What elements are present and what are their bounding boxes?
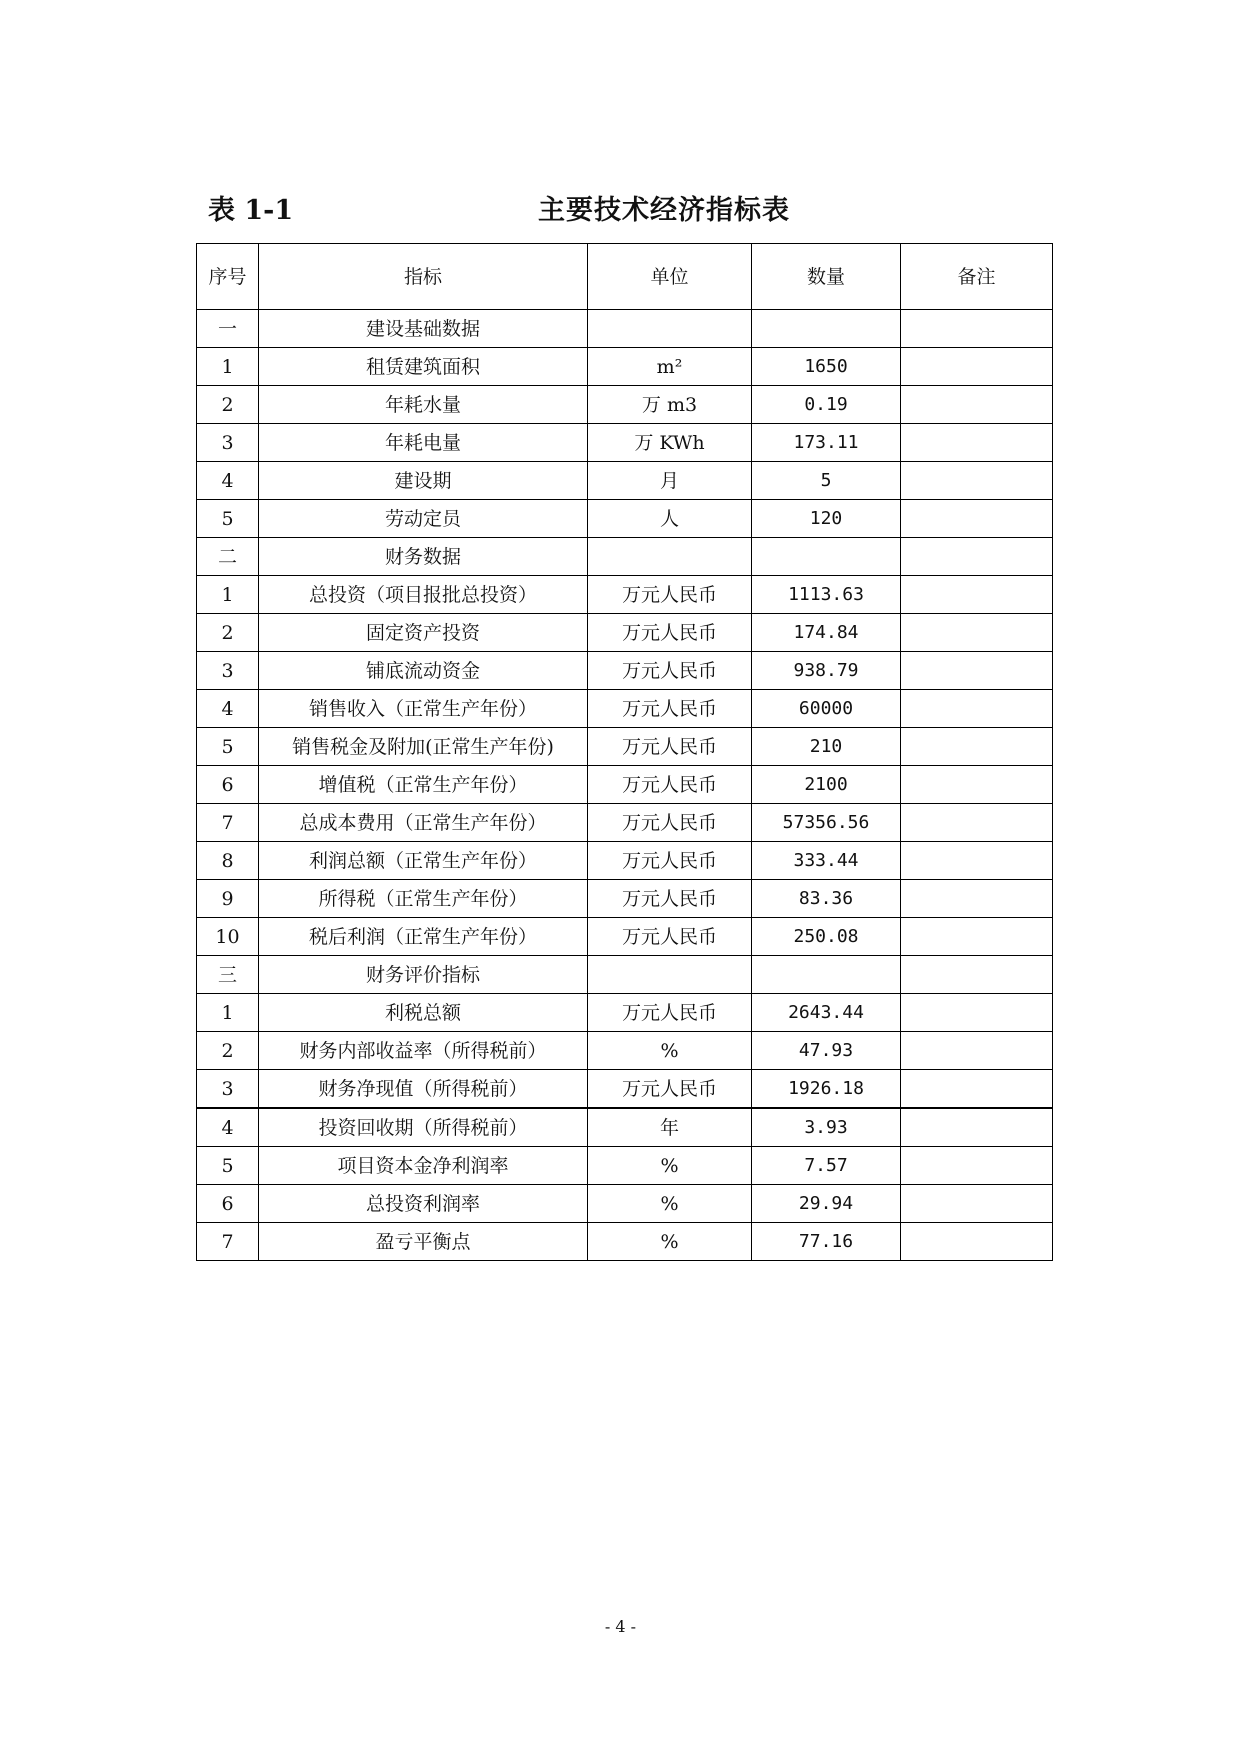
cell-remark xyxy=(901,424,1053,462)
cell-quantity: 120 xyxy=(752,500,901,538)
cell-unit xyxy=(588,310,752,348)
cell-quantity: 333.44 xyxy=(752,842,901,880)
table-row xyxy=(197,424,1053,462)
cell-quantity: 29.94 xyxy=(752,1185,901,1223)
cell-remark xyxy=(901,386,1053,424)
cell-remark xyxy=(901,652,1053,690)
table-caption-label: 表 1-1 xyxy=(208,195,294,226)
cell-indicator: 建设基础数据 xyxy=(259,310,588,348)
cell-quantity: 250.08 xyxy=(752,918,901,956)
cell-unit: 万元人民币 xyxy=(588,1070,752,1109)
table-row xyxy=(197,766,1053,804)
cell-remark xyxy=(901,1147,1053,1185)
cell-seq: 2 xyxy=(197,386,259,424)
table-body xyxy=(197,310,1053,1261)
cell-quantity: 938.79 xyxy=(752,652,901,690)
cell-remark xyxy=(901,348,1053,386)
cell-remark xyxy=(901,1108,1053,1147)
cell-indicator: 财务数据 xyxy=(259,538,588,576)
cell-seq: 6 xyxy=(197,1185,259,1223)
table-row xyxy=(197,918,1053,956)
cell-unit: % xyxy=(588,1032,752,1070)
cell-unit: m² xyxy=(588,348,752,386)
cell-remark xyxy=(901,310,1053,348)
cell-quantity: 7.57 xyxy=(752,1147,901,1185)
table-row xyxy=(197,652,1053,690)
table-row xyxy=(197,348,1053,386)
cell-indicator: 年耗电量 xyxy=(259,424,588,462)
cell-indicator: 销售税金及附加(正常生产年份) xyxy=(259,728,588,766)
cell-remark xyxy=(901,462,1053,500)
cell-remark xyxy=(901,766,1053,804)
cell-remark xyxy=(901,956,1053,994)
table-row xyxy=(197,576,1053,614)
table-row xyxy=(197,956,1053,994)
cell-seq: 二 xyxy=(197,538,259,576)
cell-remark xyxy=(901,918,1053,956)
cell-quantity: 174.84 xyxy=(752,614,901,652)
cell-unit: 人 xyxy=(588,500,752,538)
cell-indicator: 投资回收期（所得税前） xyxy=(259,1108,588,1147)
cell-indicator: 铺底流动资金 xyxy=(259,652,588,690)
cell-remark xyxy=(901,1185,1053,1223)
cell-unit: 万元人民币 xyxy=(588,994,752,1032)
cell-unit: 万 m3 xyxy=(588,386,752,424)
cell-unit: % xyxy=(588,1185,752,1223)
cell-indicator: 建设期 xyxy=(259,462,588,500)
cell-unit: 万元人民币 xyxy=(588,614,752,652)
cell-seq: 7 xyxy=(197,1223,259,1261)
cell-indicator: 固定资产投资 xyxy=(259,614,588,652)
cell-quantity: 5 xyxy=(752,462,901,500)
table-row xyxy=(197,1070,1053,1109)
table-row xyxy=(197,690,1053,728)
cell-seq: 1 xyxy=(197,348,259,386)
cell-unit: 年 xyxy=(588,1108,752,1147)
cell-quantity xyxy=(752,310,901,348)
table-row xyxy=(197,1223,1053,1261)
cell-quantity: 77.16 xyxy=(752,1223,901,1261)
table-header-row xyxy=(197,244,1053,310)
cell-remark xyxy=(901,690,1053,728)
cell-indicator: 税后利润（正常生产年份） xyxy=(259,918,588,956)
cell-remark xyxy=(901,728,1053,766)
cell-unit xyxy=(588,538,752,576)
cell-unit: 万元人民币 xyxy=(588,842,752,880)
cell-indicator: 项目资本金净利润率 xyxy=(259,1147,588,1185)
cell-unit: 万元人民币 xyxy=(588,880,752,918)
cell-seq: 6 xyxy=(197,766,259,804)
cell-remark xyxy=(901,994,1053,1032)
cell-seq: 一 xyxy=(197,310,259,348)
table-row xyxy=(197,1032,1053,1070)
cell-quantity: 0.19 xyxy=(752,386,901,424)
cell-indicator: 总投资利润率 xyxy=(259,1185,588,1223)
cell-indicator: 总投资（项目报批总投资） xyxy=(259,576,588,614)
cell-unit: 月 xyxy=(588,462,752,500)
cell-indicator: 财务评价指标 xyxy=(259,956,588,994)
table-row xyxy=(197,462,1053,500)
indicators-table xyxy=(196,243,1053,1261)
table-row xyxy=(197,310,1053,348)
cell-seq: 4 xyxy=(197,1108,259,1147)
cell-seq: 1 xyxy=(197,576,259,614)
cell-indicator: 销售收入（正常生产年份） xyxy=(259,690,588,728)
cell-unit: 万 KWh xyxy=(588,424,752,462)
cell-quantity: 1926.18 xyxy=(752,1070,901,1109)
cell-unit: % xyxy=(588,1223,752,1261)
cell-quantity: 1113.63 xyxy=(752,576,901,614)
cell-indicator: 所得税（正常生产年份） xyxy=(259,880,588,918)
cell-quantity: 57356.56 xyxy=(752,804,901,842)
cell-seq: 5 xyxy=(197,1147,259,1185)
table-row xyxy=(197,842,1053,880)
cell-quantity: 3.93 xyxy=(752,1108,901,1147)
cell-indicator: 财务净现值（所得税前） xyxy=(259,1070,588,1109)
cell-quantity: 47.93 xyxy=(752,1032,901,1070)
cell-unit: 万元人民币 xyxy=(588,804,752,842)
header-unit: 单位 xyxy=(588,244,752,310)
cell-remark xyxy=(901,1070,1053,1109)
cell-remark xyxy=(901,1223,1053,1261)
table-row xyxy=(197,994,1053,1032)
cell-quantity: 210 xyxy=(752,728,901,766)
cell-seq: 2 xyxy=(197,1032,259,1070)
cell-unit: 万元人民币 xyxy=(588,728,752,766)
cell-seq: 4 xyxy=(197,462,259,500)
cell-seq: 2 xyxy=(197,614,259,652)
cell-seq: 5 xyxy=(197,728,259,766)
table-row xyxy=(197,1108,1053,1147)
cell-seq: 7 xyxy=(197,804,259,842)
cell-quantity: 2643.44 xyxy=(752,994,901,1032)
cell-indicator: 利税总额 xyxy=(259,994,588,1032)
cell-indicator: 总成本费用（正常生产年份） xyxy=(259,804,588,842)
cell-seq: 10 xyxy=(197,918,259,956)
page-number: - 4 - xyxy=(604,1617,637,1636)
table-row xyxy=(197,728,1053,766)
cell-unit: 万元人民币 xyxy=(588,652,752,690)
cell-remark xyxy=(901,538,1053,576)
cell-quantity: 2100 xyxy=(752,766,901,804)
cell-indicator: 年耗水量 xyxy=(259,386,588,424)
header-quantity: 数量 xyxy=(752,244,901,310)
cell-unit: % xyxy=(588,1147,752,1185)
cell-seq: 5 xyxy=(197,500,259,538)
table-row xyxy=(197,880,1053,918)
cell-quantity xyxy=(752,956,901,994)
cell-indicator: 财务内部收益率（所得税前） xyxy=(259,1032,588,1070)
cell-seq: 8 xyxy=(197,842,259,880)
cell-remark xyxy=(901,804,1053,842)
cell-seq: 9 xyxy=(197,880,259,918)
cell-seq: 3 xyxy=(197,1070,259,1109)
cell-unit xyxy=(588,956,752,994)
header-seq: 序号 xyxy=(197,244,259,310)
cell-indicator: 盈亏平衡点 xyxy=(259,1223,588,1261)
cell-unit: 万元人民币 xyxy=(588,576,752,614)
cell-seq: 3 xyxy=(197,652,259,690)
cell-quantity: 83.36 xyxy=(752,880,901,918)
table-row xyxy=(197,1147,1053,1185)
cell-quantity: 1650 xyxy=(752,348,901,386)
cell-indicator: 利润总额（正常生产年份） xyxy=(259,842,588,880)
cell-unit: 万元人民币 xyxy=(588,766,752,804)
cell-seq: 3 xyxy=(197,424,259,462)
table-row xyxy=(197,500,1053,538)
table-row xyxy=(197,1185,1053,1223)
header-remark: 备注 xyxy=(901,244,1053,310)
cell-unit: 万元人民币 xyxy=(588,918,752,956)
cell-indicator: 增值税（正常生产年份） xyxy=(259,766,588,804)
cell-seq: 4 xyxy=(197,690,259,728)
table-row xyxy=(197,538,1053,576)
cell-quantity xyxy=(752,538,901,576)
table-row xyxy=(197,804,1053,842)
cell-remark xyxy=(901,576,1053,614)
cell-quantity: 60000 xyxy=(752,690,901,728)
table-row xyxy=(197,386,1053,424)
header-indicator: 指标 xyxy=(259,244,588,310)
cell-quantity: 173.11 xyxy=(752,424,901,462)
table-row xyxy=(197,614,1053,652)
table-caption-title: 主要技术经济指标表 xyxy=(538,195,790,226)
cell-remark xyxy=(901,842,1053,880)
cell-remark xyxy=(901,614,1053,652)
cell-indicator: 劳动定员 xyxy=(259,500,588,538)
cell-indicator: 租赁建筑面积 xyxy=(259,348,588,386)
cell-remark xyxy=(901,500,1053,538)
cell-remark xyxy=(901,880,1053,918)
cell-seq: 1 xyxy=(197,994,259,1032)
cell-unit: 万元人民币 xyxy=(588,690,752,728)
cell-remark xyxy=(901,1032,1053,1070)
cell-seq: 三 xyxy=(197,956,259,994)
